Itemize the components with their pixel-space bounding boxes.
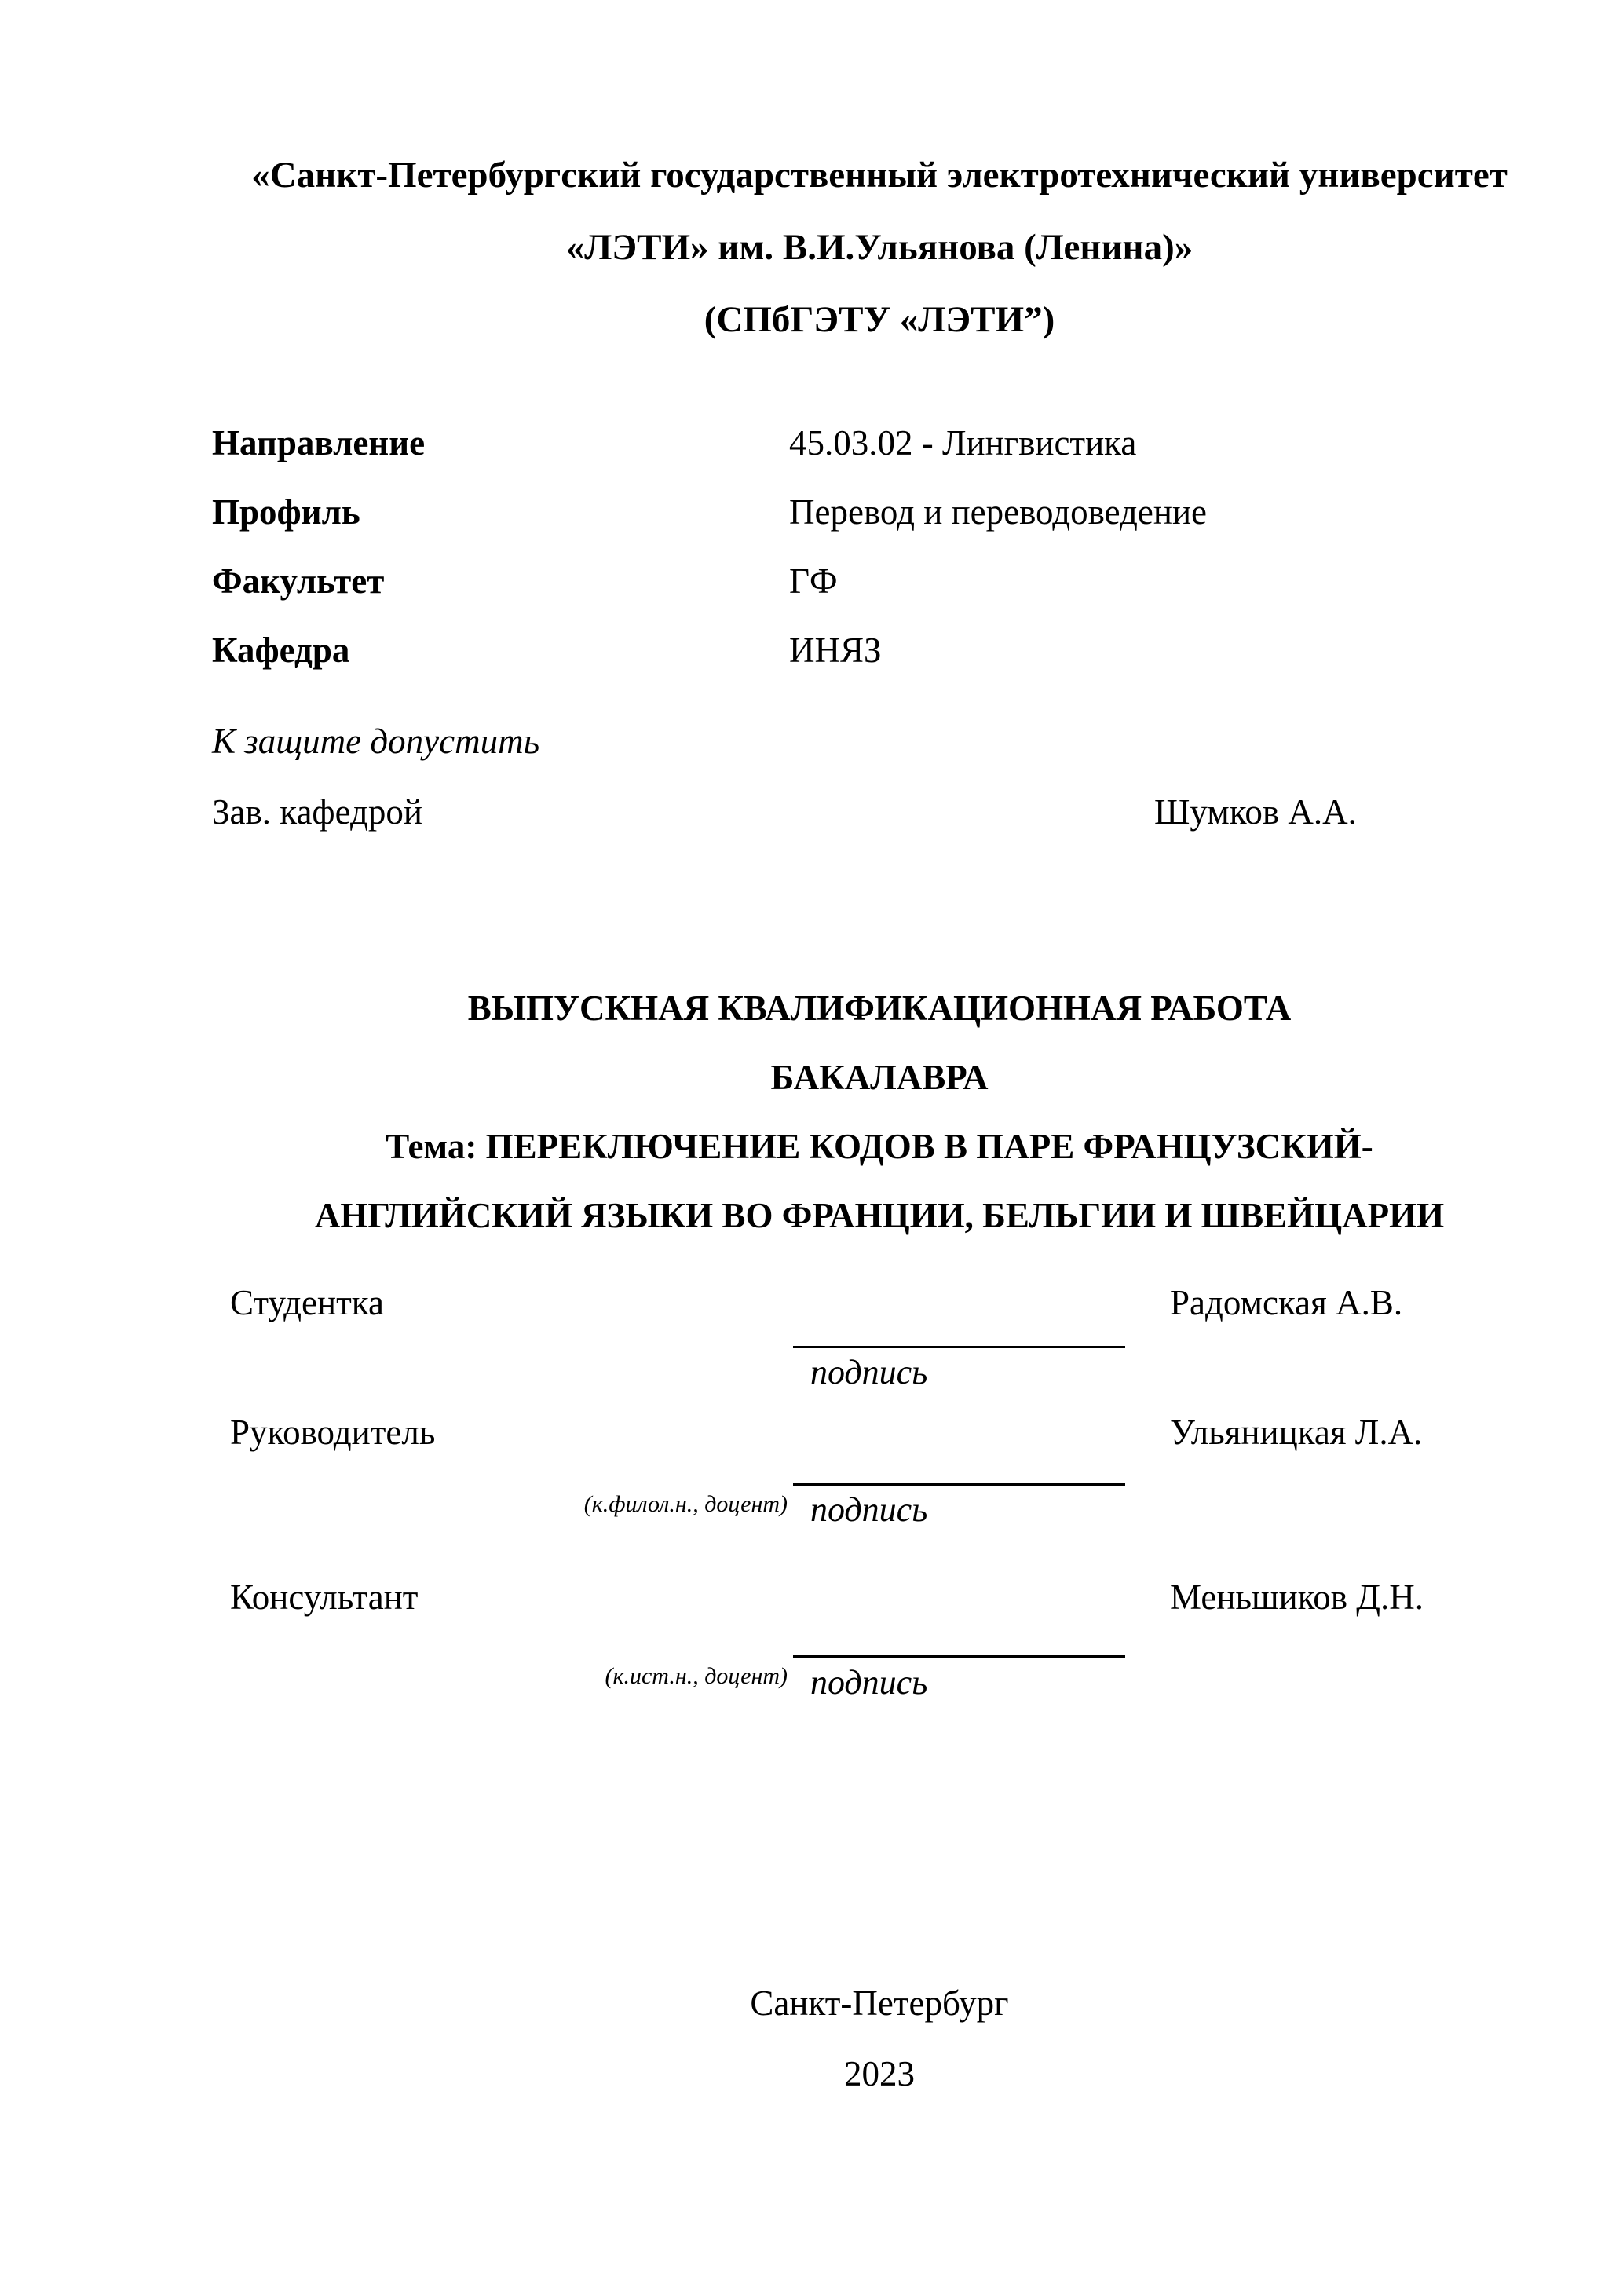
- signature-role-student: Студентка: [230, 1283, 384, 1322]
- signature-name-supervisor: Ульяницкая Л.А.: [1170, 1413, 1423, 1452]
- signature-line-student: [793, 1346, 1125, 1348]
- thesis-type-line1: ВЫПУСКНАЯ КВАЛИФИКАЦИОННАЯ РАБОТА: [467, 989, 1292, 1028]
- signature-name-consultant: Меньшиков Д.Н.: [1170, 1578, 1424, 1617]
- field-value-faculty: ГФ: [789, 561, 838, 601]
- university-name-line2: «ЛЭТИ» им. В.И.Ульянова (Ленина)»: [565, 227, 1193, 268]
- signature-caption-consultant: подпись: [810, 1663, 928, 1702]
- department-head-name: Шумков А.А.: [1154, 792, 1357, 832]
- signature-line-consultant: [793, 1655, 1125, 1658]
- signature-name-student: Радомская А.В.: [1170, 1283, 1403, 1322]
- department-head-label: Зав. кафедрой: [212, 792, 422, 832]
- signature-degree-consultant: (к.ист.н., доцент): [605, 1663, 788, 1689]
- field-value-direction: 45.03.02 - Лингвистика: [789, 423, 1137, 462]
- signature-caption-student: подпись: [810, 1353, 928, 1391]
- thesis-topic-line1: Тема: ПЕРЕКЛЮЧЕНИЕ КОДОВ В ПАРЕ ФРАНЦУЗСКИЙ-: [386, 1127, 1373, 1166]
- field-label-direction: Направление: [212, 423, 426, 462]
- signature-role-supervisor: Руководитель: [230, 1413, 436, 1452]
- signature-line-supervisor: [793, 1483, 1125, 1486]
- field-value-department: ИНЯЗ: [789, 631, 882, 670]
- thesis-type-line2: БАКАЛАВРА: [770, 1058, 989, 1097]
- signature-caption-supervisor: подпись: [810, 1490, 928, 1529]
- field-label-department: Кафедра: [212, 631, 350, 670]
- thesis-topic-line2: АНГЛИЙСКИЙ ЯЗЫКИ ВО ФРАНЦИИ, БЕЛЬГИИ И ШВЕЙЦАРИИ: [314, 1196, 1445, 1235]
- field-label-faculty: Факультет: [212, 561, 385, 601]
- field-value-profile: Перевод и переводоведение: [789, 492, 1208, 532]
- admission-note: К защите допустить: [212, 722, 540, 761]
- footer-year: 2023: [844, 2054, 915, 2093]
- footer-city: Санкт-Петербург: [750, 1983, 1009, 2023]
- university-name-line1: «Санкт-Петербургский государственный электротехнический университет: [251, 155, 1508, 196]
- signature-degree-supervisor: (к.филол.н., доцент): [583, 1491, 788, 1517]
- field-label-profile: Профиль: [212, 492, 360, 532]
- university-abbreviation: (СПбГЭТУ «ЛЭТИ”): [704, 299, 1055, 340]
- signature-role-consultant: Консультант: [230, 1578, 419, 1617]
